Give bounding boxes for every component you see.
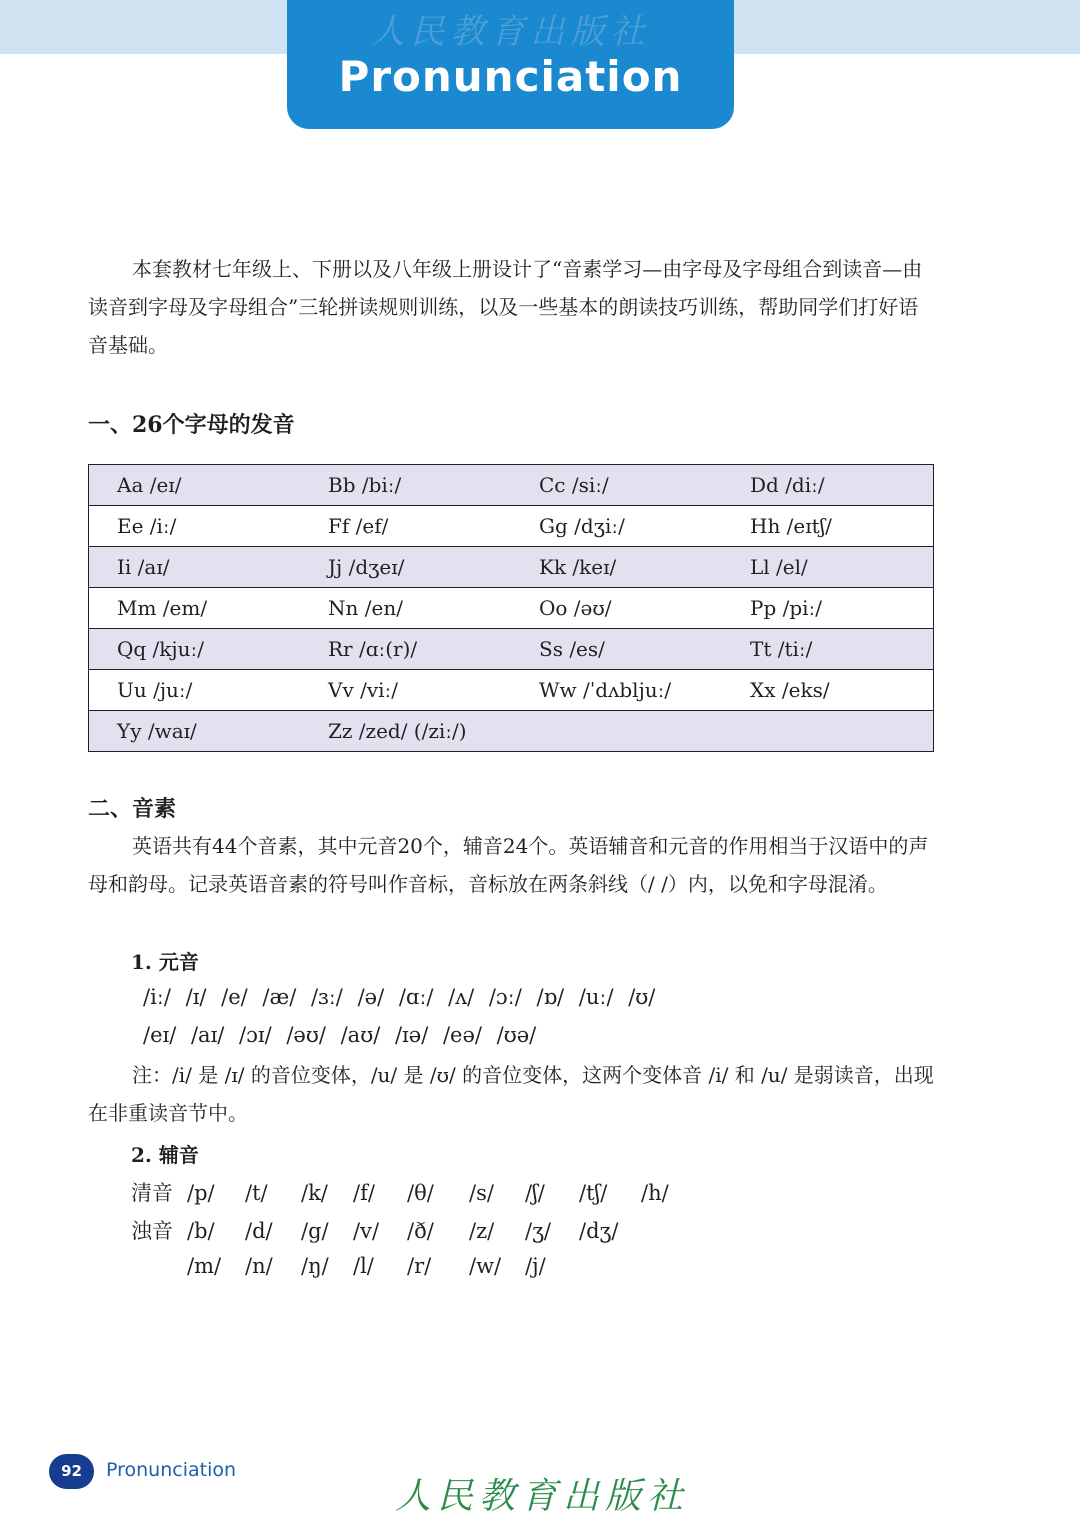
- voiceless-label: 清音: [131, 1181, 173, 1205]
- intro-text: 本套教材七年级上、下册以及八年级上册设计了“音素学习—由字母及字母组合到读音—由读音到字母及字母组合”三轮拼读规则训练，以及一些基本的朗读技巧训练，帮助同学们打好语音基础。: [88, 257, 923, 357]
- alphabet-cell: Bb /biː/: [300, 465, 511, 506]
- alphabet-cell: [511, 711, 722, 752]
- alphabet-cell: Ff /ef/: [300, 506, 511, 547]
- header-publisher-logo: 人民教育出版社: [370, 12, 651, 52]
- alphabet-cell: Ww /ˈdʌbljuː/: [511, 670, 722, 711]
- title-banner: [287, 0, 734, 129]
- alphabet-cell: Kk /keɪ/: [511, 547, 722, 588]
- vowels-diphthongs: /eɪ/ /aɪ/ /ɔɪ/ /əʊ/ /aʊ/ /ɪə/ /eə/ /ʊə/: [143, 1023, 537, 1047]
- alphabet-cell: Ll /el/: [722, 547, 934, 588]
- alphabet-row: [89, 547, 934, 588]
- consonant-symbol: /ʃ/: [525, 1181, 545, 1205]
- alphabet-cell: Rr /ɑː(r)/: [300, 629, 511, 670]
- consonant-symbol: /tʃ/: [579, 1181, 608, 1205]
- phoneme-text: 英语共有44个音素，其中元音20个，辅音24个。英语辅音和元音的作用相当于汉语中的声母和韵母。记录英语音素的符号叫作音标，音标放在两条斜线（/ /）内，以免和字母混淆。: [88, 834, 929, 896]
- vowel-note-text: 注：/i/ 是 /ɪ/ 的音位变体，/u/ 是 /ʊ/ 的音位变体，这两个变体音 /i/ 和 /u/ 是弱读音，出现在非重读音节中。: [88, 1063, 934, 1125]
- consonant-symbol: /b/: [187, 1219, 215, 1243]
- consonant-symbol: /t/: [245, 1181, 268, 1205]
- consonant-symbol: /r/: [407, 1254, 432, 1278]
- alphabet-cell: Nn /en/: [300, 588, 511, 629]
- consonants-title: 2. 辅音: [131, 1143, 199, 1167]
- vowel-note: [88, 1056, 934, 1132]
- section2-heading: 二、音素: [88, 796, 177, 822]
- alphabet-cell: Aa /eɪ/: [89, 465, 301, 506]
- consonant-symbol: /v/: [353, 1219, 380, 1243]
- voiced-consonants-row: [131, 1215, 641, 1245]
- consonant-symbol: /d/: [245, 1219, 273, 1243]
- consonant-symbol: /ŋ/: [301, 1254, 329, 1278]
- alphabet-cell: Zz /zed/ (/ziː/): [300, 711, 511, 752]
- alphabet-cell: Mm /em/: [89, 588, 301, 629]
- consonant-symbol: /ʒ/: [525, 1219, 552, 1243]
- consonant-symbol: /s/: [469, 1181, 494, 1205]
- vowels-title: 1. 元音: [131, 950, 199, 974]
- alphabet-row: [89, 465, 934, 506]
- alphabet-row: [89, 711, 934, 752]
- alphabet-row: [89, 670, 934, 711]
- alphabet-cell: Pp /piː/: [722, 588, 934, 629]
- consonant-symbol: /k/: [301, 1181, 328, 1205]
- alphabet-cell: Oo /əʊ/: [511, 588, 722, 629]
- alphabet-row: [89, 629, 934, 670]
- alphabet-row: [89, 506, 934, 547]
- alphabet-cell: Ii /aɪ/: [89, 547, 301, 588]
- alphabet-cell: Ee /iː/: [89, 506, 301, 547]
- consonant-symbol: /g/: [301, 1219, 329, 1243]
- phoneme-paragraph: [88, 827, 934, 903]
- consonant-symbol: /j/: [525, 1254, 546, 1278]
- page-number-badge: 92: [49, 1454, 94, 1489]
- consonant-symbol: /ð/: [407, 1219, 434, 1243]
- alphabet-cell: Jj /dʒeɪ/: [300, 547, 511, 588]
- vowels-monophthongs: /iː/ /ɪ/ /e/ /æ/ /ɜː/ /ə/ /ɑː/ /ʌ/ /ɔː/ /ɒ/ /uː/ /ʊ/: [143, 985, 656, 1009]
- consonant-symbol: /θ/: [407, 1181, 434, 1205]
- consonant-symbol: /m/: [187, 1254, 222, 1278]
- footer-publisher-logo: 人民教育出版社: [394, 1476, 689, 1517]
- voiced-label: 浊音: [131, 1219, 173, 1243]
- consonant-symbol: /z/: [469, 1219, 495, 1243]
- consonant-symbol: /l/: [353, 1254, 374, 1278]
- page-title: Pronunciation: [338, 52, 683, 101]
- alphabet-cell: Tt /tiː/: [722, 629, 934, 670]
- alphabet-cell: Xx /eks/: [722, 670, 934, 711]
- alphabet-cell: Gg /dʒiː/: [511, 506, 722, 547]
- alphabet-cell: Yy /waɪ/: [89, 711, 301, 752]
- voiceless-consonants-row: [131, 1177, 681, 1207]
- alphabet-cell: [722, 711, 934, 752]
- alphabet-row: [89, 588, 934, 629]
- alphabet-cell: Qq /kjuː/: [89, 629, 301, 670]
- alphabet-table: [88, 464, 934, 752]
- alphabet-cell: Dd /diː/: [722, 465, 934, 506]
- consonant-symbol: /dʒ/: [579, 1219, 619, 1243]
- alphabet-cell: Hh /eɪtʃ/: [722, 506, 934, 547]
- other-consonants-row: [131, 1254, 579, 1278]
- intro-paragraph: [88, 250, 934, 364]
- section1-heading: 一、26个字母的发音: [88, 412, 295, 438]
- alphabet-cell: Uu /juː/: [89, 670, 301, 711]
- consonant-symbol: /n/: [245, 1254, 273, 1278]
- consonant-symbol: /f/: [353, 1181, 375, 1205]
- alphabet-cell: Vv /viː/: [300, 670, 511, 711]
- alphabet-cell: Ss /es/: [511, 629, 722, 670]
- alphabet-cell: Cc /siː/: [511, 465, 722, 506]
- footer-title: Pronunciation: [106, 1459, 237, 1481]
- consonant-symbol: /w/: [469, 1254, 502, 1278]
- consonant-symbol: /h/: [641, 1181, 669, 1205]
- consonant-symbol: /p/: [187, 1181, 215, 1205]
